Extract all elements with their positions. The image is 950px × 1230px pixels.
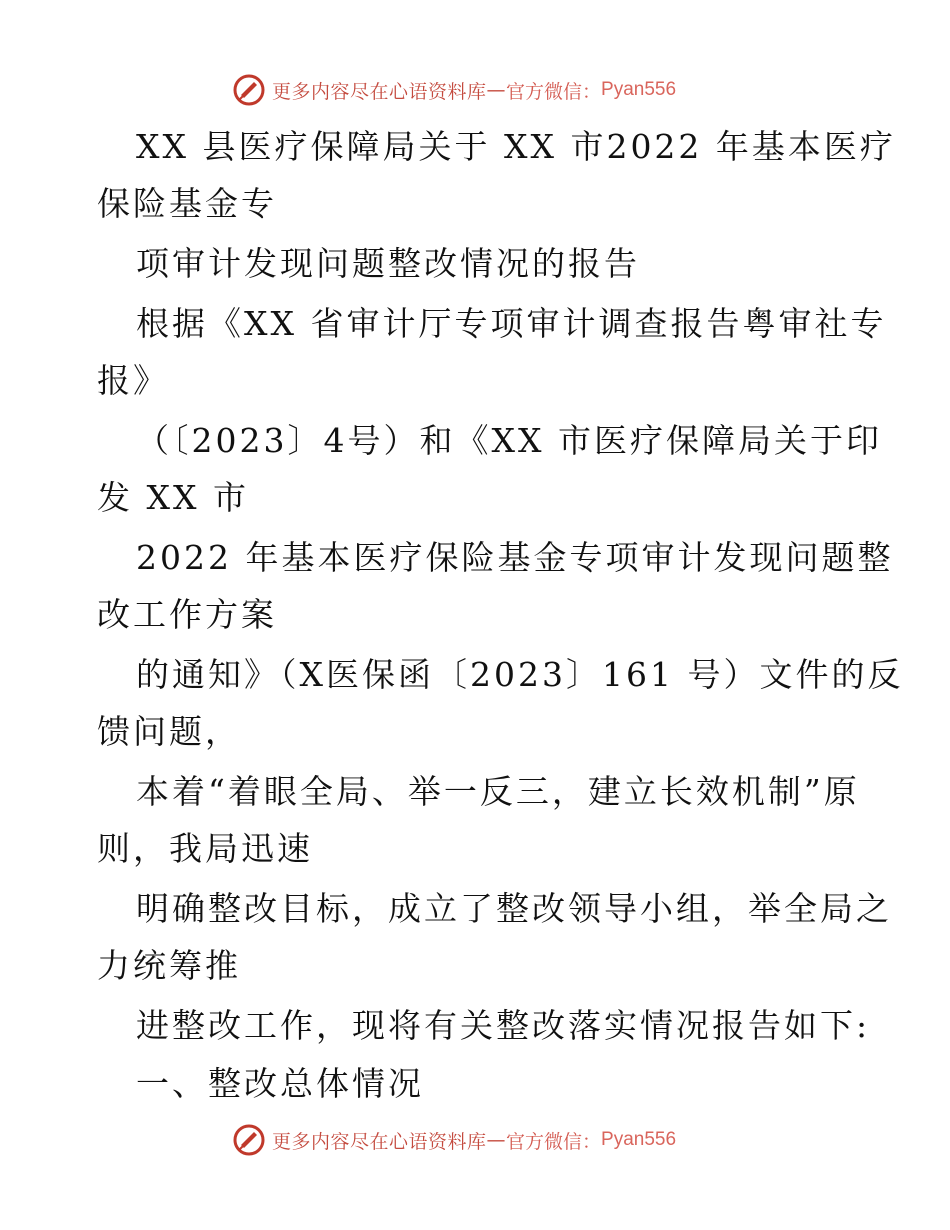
- paragraph-line: 改工作方案: [97, 595, 277, 634]
- paragraph-line: 馈问题，: [97, 712, 241, 751]
- paragraph-line: 明确整改目标，成立了整改领导小组，举全局之: [136, 889, 892, 928]
- watermark-dash: —: [486, 79, 507, 101]
- watermark-wechat-label: 官方微信：: [506, 1130, 602, 1153]
- book-pen-logo-icon: [232, 73, 266, 107]
- watermark-wechat-id: Pyan556: [601, 1129, 677, 1150]
- paragraph-line: 发 XX 市: [97, 478, 249, 517]
- paragraph-line: 则，我局迅速: [97, 829, 313, 868]
- watermark-text: 更多内容尽在心语资料库: [272, 1130, 487, 1153]
- paragraph-line: 力统筹推: [97, 946, 241, 985]
- paragraph-line: （〔2023〕4号）和《XX 市医疗保障局关于印: [136, 421, 882, 460]
- header-watermark: [232, 72, 676, 108]
- watermark-text: 更多内容尽在心语资料库: [272, 80, 487, 103]
- watermark-wechat-label: 官方微信：: [506, 80, 602, 103]
- watermark-wechat-id: Pyan556: [601, 79, 677, 100]
- paragraph-line: 报》: [97, 361, 169, 400]
- title-line-1: XX 县医疗保障局关于 XX 市2022 年基本医疗: [136, 127, 896, 166]
- footer-watermark: [232, 1122, 676, 1158]
- paragraph-line: 2022 年基本医疗保险基金专项审计发现问题整: [136, 538, 894, 577]
- paragraph-line: 的通知》（X医保函〔2023〕161 号）文件的反: [136, 655, 904, 694]
- paragraph-line: 根据《XX 省审计厅专项审计调查报告粤审社专: [136, 304, 887, 343]
- section-heading: 一、整改总体情况: [136, 1064, 424, 1103]
- title-line-3: 项审计发现问题整改情况的报告: [136, 244, 640, 283]
- book-pen-logo-icon: [232, 1123, 266, 1157]
- paragraph-line: 进整改工作，现将有关整改落实情况报告如下:: [136, 1006, 871, 1045]
- paragraph-line: 本着“着眼全局、举一反三，建立长效机制”原: [136, 772, 860, 811]
- title-line-2: 保险基金专: [97, 184, 277, 223]
- watermark-dash: —: [486, 1129, 507, 1151]
